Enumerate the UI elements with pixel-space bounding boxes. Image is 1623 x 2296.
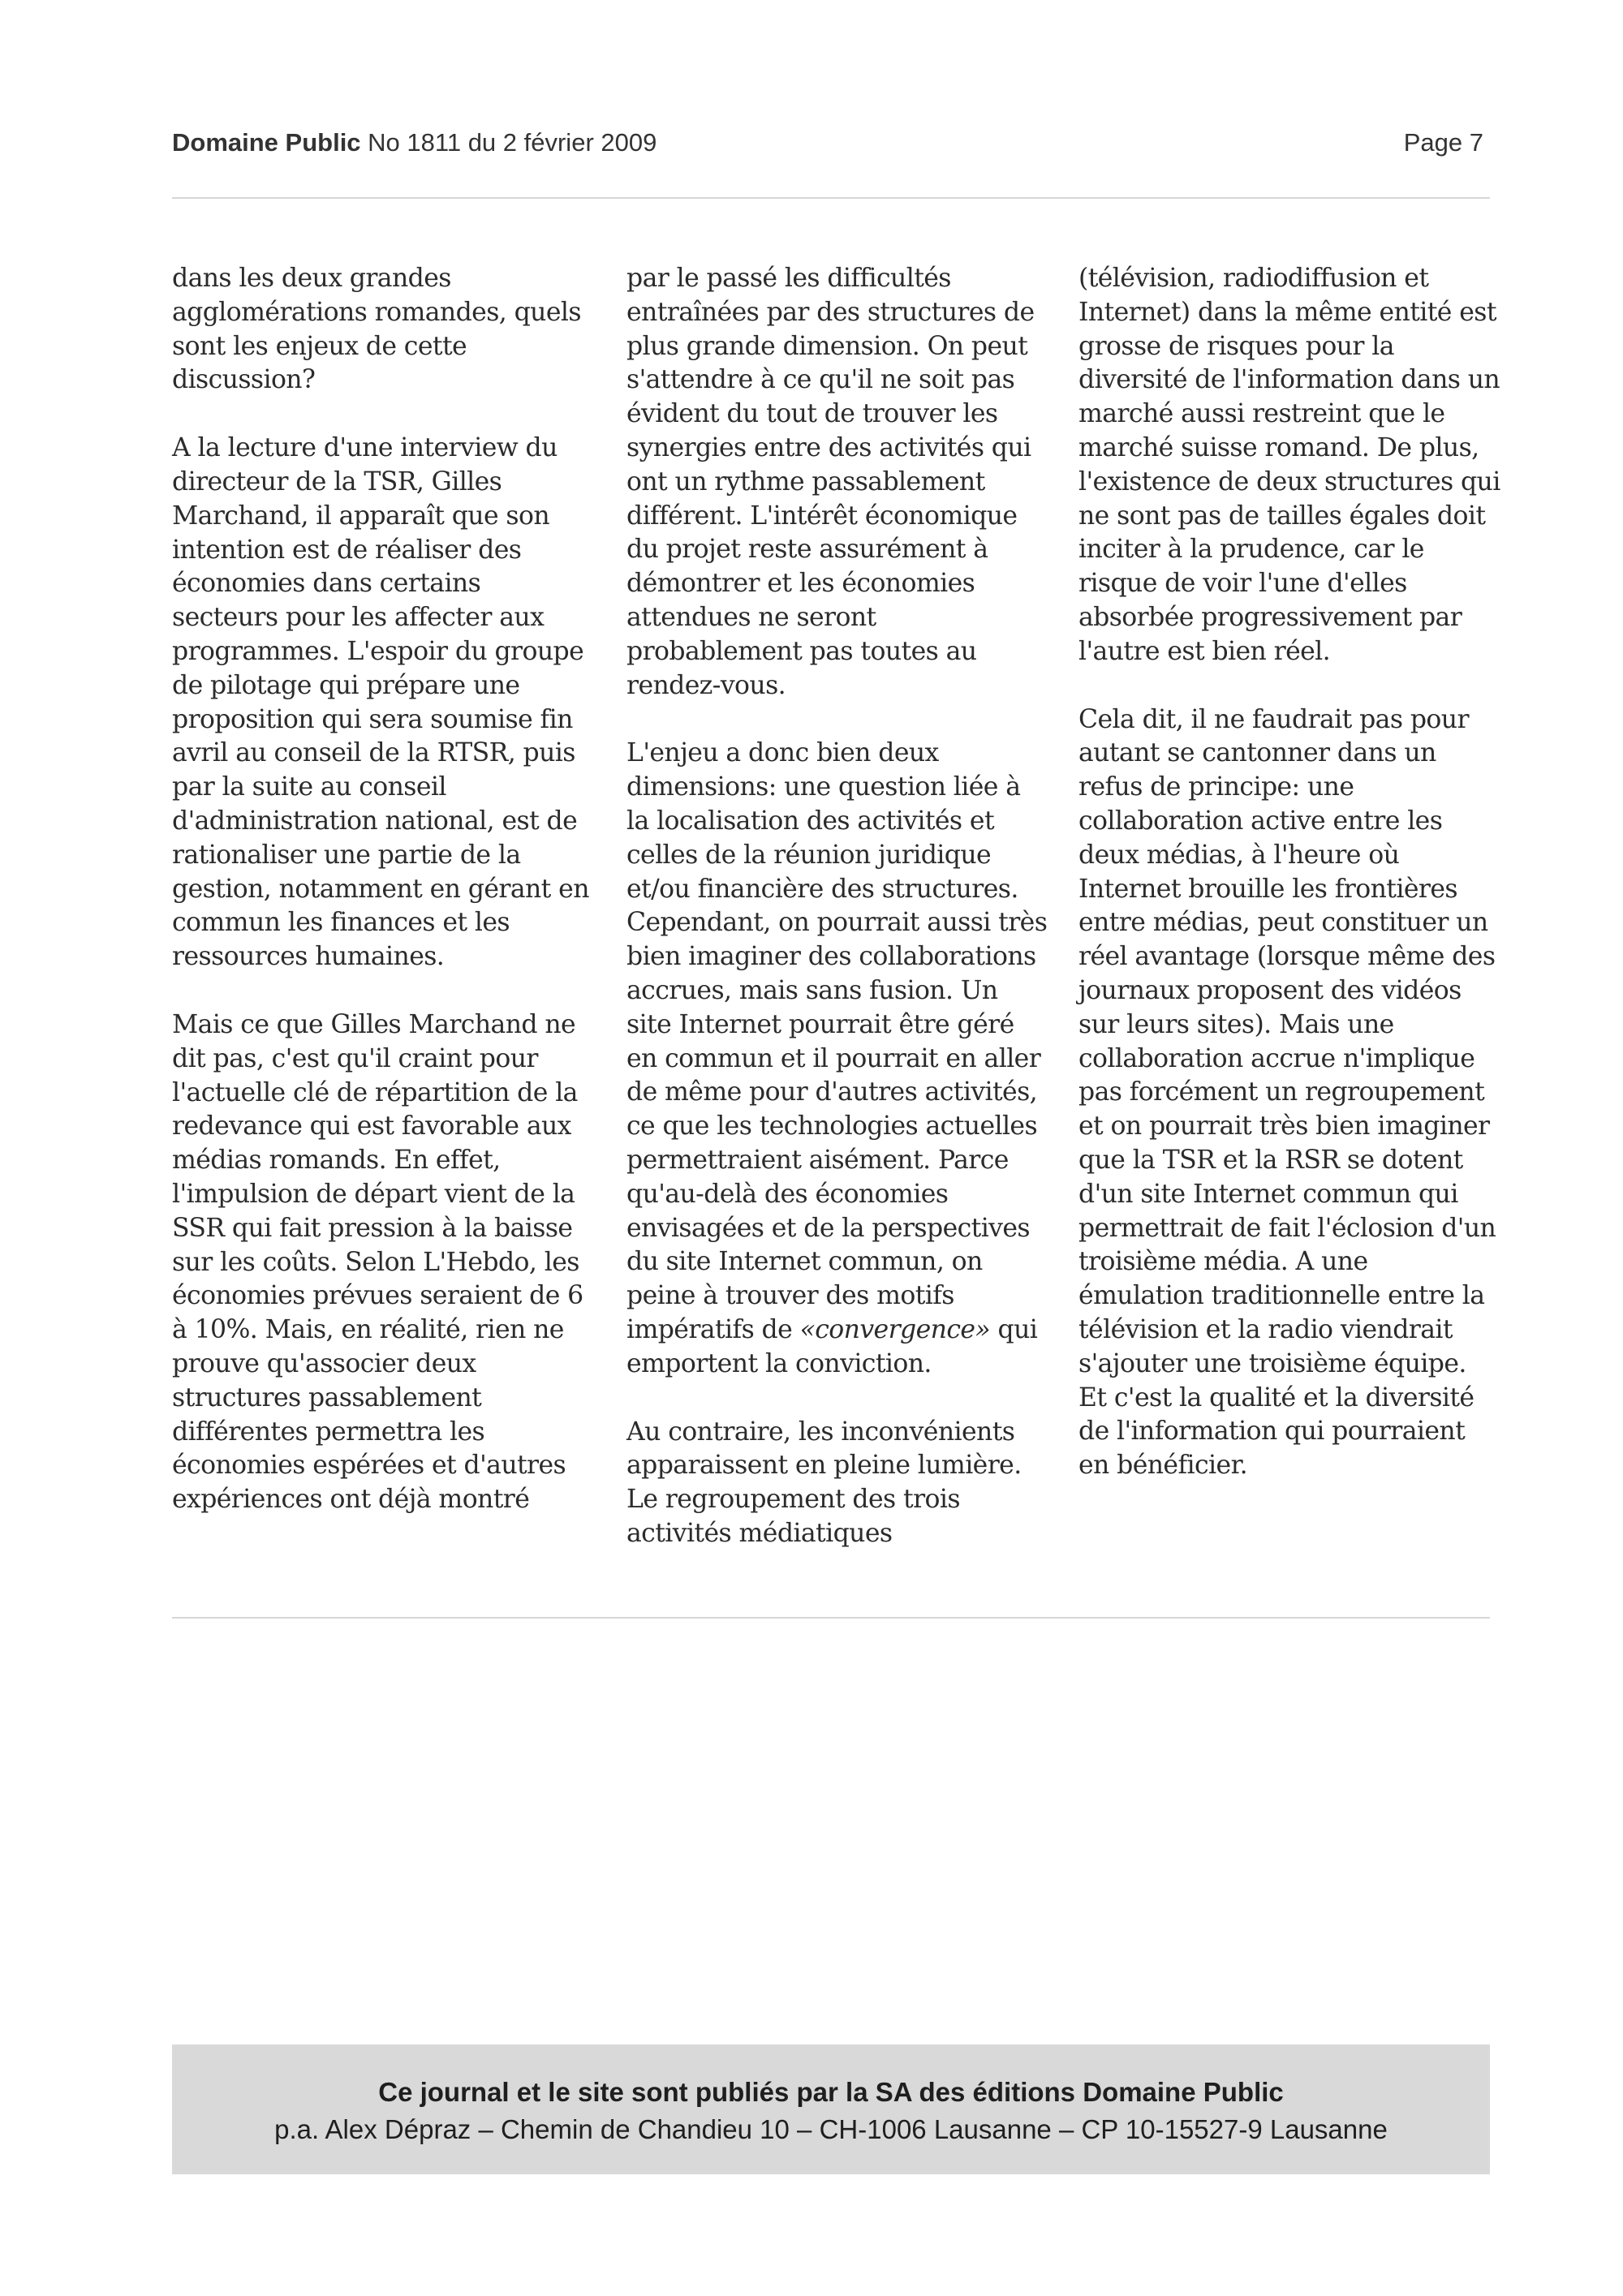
header-divider: [172, 197, 1490, 199]
paragraph-text: L'enjeu a donc bien deux dimensions: une question liée à la localisation des activités et celles de la réunion juridique et/ou financière des structures. Cependant, on pourrait aussi très bien imaginer des collaborations accrues, mais sans fusion. Un site Internet pourrait être géré en commun et il pourrait en aller de même pour d'autres activités, ce que les technologies actuelles permettraient aisément. Parce qu'au-delà des économies envisagées et de la perspectives du site Internet commun, on peine à trouver des motifs impératifs de: [626, 738, 1048, 1344]
paragraph: A la lecture d'une interview du directeur de la TSR, Gilles Marchand, il apparaît que son intention est de réaliser des économies dans certains secteurs pour les affecter aux programmes. L'espoir du groupe de pilotage qui prépare une proposition qui sera soumise fin avril au conseil de la RTSR, puis par la suite au conseil d'administration national, est de rationaliser une partie de la gestion, notamment en gérant en commun les finances et les ressources humaines.: [172, 433, 589, 972]
paragraph: Cela dit, il ne faudrait pas pour autant se cantonner dans un refus de principe: une collaboration active entre les deux médias, à l'heure où Internet brouille les frontières entre médias, peut constituer un réel avantage (lorsque même des journaux proposent des vidéos sur leurs sites). Mais une collaboration accrue n'implique pas forcément un regroupement et on pourrait très bien imaginer que la TSR et la RSR se dotent d'un site Internet commun qui permettrait de fait l'éclosion d'un troisième média. A une émulation traditionnelle entre la télévision et la radio viendrait s'ajouter une troisième équipe. Et c'est la qualité et la diversité de l'information qui pourraient en bénéficier.: [1078, 704, 1496, 1481]
page-header: [172, 128, 1490, 174]
paragraph: dans les deux grandes agglomérations romandes, quels sont les enjeux de cette discussion?: [172, 264, 581, 395]
paragraph: Au contraire, les inconvénients apparaissent en pleine lumière. Le regroupement des trois activités médiatiques: [626, 1417, 1022, 1548]
paragraph: [626, 737, 1048, 1381]
issue-info: No 1811 du 2 février 2009: [368, 128, 657, 157]
publication-name: Domaine Public: [172, 128, 361, 157]
publisher-footer: [172, 2044, 1490, 2174]
footer-publisher: Ce journal et le site sont publiés par la SA des éditions Domaine Public: [378, 2077, 1284, 2107]
article-column-1: [172, 262, 594, 1517]
paragraph: (télévision, radiodiffusion et Internet) dans la même entité est grosse de risques pour la diversité de l'information dans un marché aussi restreint que le marché suisse romand. De plus, l'existence de deux structures qui ne sont pas de tailles égales doit inciter à la prudence, car le risque de voir l'une d'elles absorbée progressivement par l'autre est bien réel.: [1078, 264, 1500, 666]
paragraph: par le passé les difficultés entraînées par des structures de plus grande dimension. On peut s'attendre à ce qu'il ne soit pas évident du tout de trouver les synergies entre des activités qui ont un rythme passablement différent. L'intérêt économique du projet reste assurément à démontrer et les économies attendues ne seront probablement pas toutes au rendez-vous.: [626, 264, 1035, 700]
paragraph: Mais ce que Gilles Marchand ne dit pas, c'est qu'il craint pour l'actuelle clé de répartition de la redevance qui est favorable aux médias romands. En effet, l'impulsion de départ vient de la SSR qui fait pression à la baisse sur les coûts. Selon L'Hebdo, les économies prévues seraient de 6 à 10%. Mais, en réalité, rien ne prouve qu'associer deux structures passablement différentes permettra les économies espérées et d'autres expériences ont déjà montré: [172, 1009, 583, 1515]
emphasis-quote: «convergence»: [799, 1314, 991, 1344]
article-column-3: [1078, 262, 1500, 1483]
article-column-2: [626, 262, 1048, 1551]
footer-address: p.a. Alex Dépraz – Chemin de Chandieu 10 – CH-1006 Lausanne – CP 10-15527-9 Lausanne: [274, 2114, 1388, 2144]
article-end-divider: [172, 1617, 1490, 1619]
page-number: Page 7: [1403, 128, 1483, 157]
paragraph-text: qui emportent la conviction.: [626, 1314, 1038, 1378]
